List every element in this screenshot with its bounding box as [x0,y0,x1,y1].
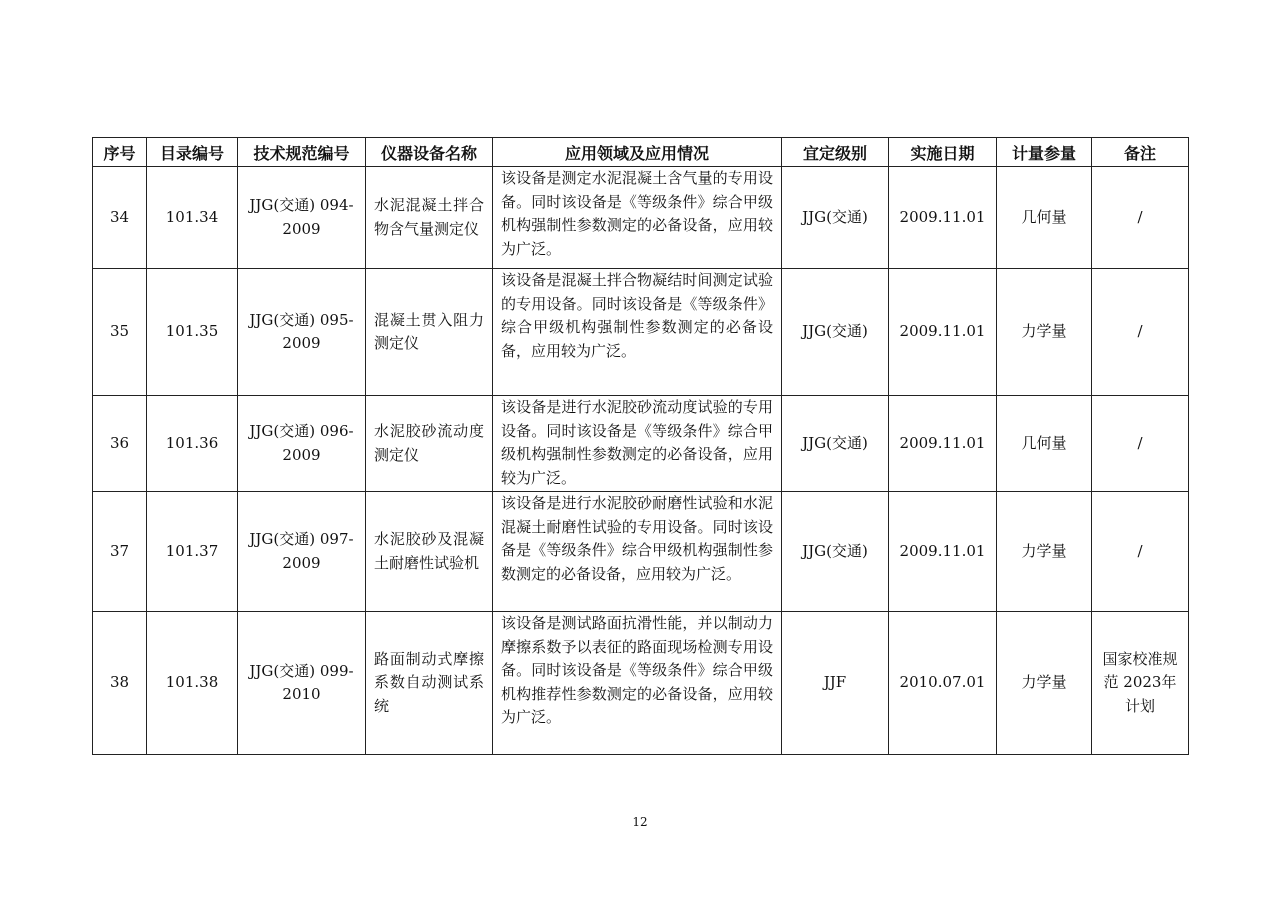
cell-spec: JJG(交通) 099-2010 [238,612,366,755]
cell-date: 2009.11.01 [889,492,997,612]
table-row [93,612,1189,755]
cell-note: / [1092,167,1189,269]
cell-seq: 34 [93,167,147,269]
cell-catalog: 101.35 [147,269,238,396]
cell-date: 2009.11.01 [889,396,997,492]
cell-note: / [1092,396,1189,492]
col-header-note: 备注 [1092,138,1189,167]
cell-spec: JJG(交通) 095-2009 [238,269,366,396]
cell-name: 混凝土贯入阻力测定仪 [366,269,493,396]
cell-level: JJG(交通) [782,396,889,492]
col-header-catalog: 目录编号 [147,138,238,167]
cell-seq: 35 [93,269,147,396]
col-header-name: 仪器设备名称 [366,138,493,167]
col-header-application: 应用领域及应用情况 [493,138,782,167]
cell-seq: 38 [93,612,147,755]
col-header-param: 计量参量 [997,138,1092,167]
cell-application: 该设备是进行水泥胶砂耐磨性试验和水泥混凝土耐磨性试验的专用设备。同时该设备是《等级条件》综合甲级机构强制性参数测定的必备设备，应用较为广泛。 [493,492,782,612]
cell-param: 几何量 [997,396,1092,492]
cell-level: JJG(交通) [782,167,889,269]
cell-seq: 37 [93,492,147,612]
cell-param: 几何量 [997,167,1092,269]
cell-param: 力学量 [997,612,1092,755]
col-header-date: 实施日期 [889,138,997,167]
page-number: 12 [632,815,648,829]
cell-param: 力学量 [997,492,1092,612]
table-row [93,492,1189,612]
equipment-table [92,137,1189,755]
cell-catalog: 101.34 [147,167,238,269]
table-row [93,396,1189,492]
cell-application: 该设备是进行水泥胶砂流动度试验的专用设备。同时该设备是《等级条件》综合甲级机构强制性参数测定的必备设备，应用较为广泛。 [493,396,782,492]
cell-catalog: 101.37 [147,492,238,612]
table-row [93,167,1189,269]
cell-spec: JJG(交通) 097-2009 [238,492,366,612]
col-header-level: 宜定级别 [782,138,889,167]
cell-catalog: 101.36 [147,396,238,492]
cell-level: JJF [782,612,889,755]
cell-date: 2010.07.01 [889,612,997,755]
col-header-spec: 技术规范编号 [238,138,366,167]
cell-seq: 36 [93,396,147,492]
cell-name: 水泥胶砂流动度测定仪 [366,396,493,492]
cell-spec: JJG(交通) 094-2009 [238,167,366,269]
cell-param: 力学量 [997,269,1092,396]
cell-date: 2009.11.01 [889,269,997,396]
cell-level: JJG(交通) [782,492,889,612]
col-header-seq: 序号 [93,138,147,167]
cell-note: 国家校准规范 2023年计划 [1092,612,1189,755]
cell-name: 路面制动式摩擦系数自动测试系统 [366,612,493,755]
cell-level: JJG(交通) [782,269,889,396]
cell-name: 水泥胶砂及混凝土耐磨性试验机 [366,492,493,612]
cell-name: 水泥混凝土拌合物含气量测定仪 [366,167,493,269]
cell-note: / [1092,269,1189,396]
cell-application: 该设备是混凝土拌合物凝结时间测定试验的专用设备。同时该设备是《等级条件》综合甲级机构强制性参数测定的必备设备，应用较为广泛。 [493,269,782,396]
cell-application: 该设备是测试路面抗滑性能，并以制动力摩擦系数予以表征的路面现场检测专用设备。同时该设备是《等级条件》综合甲级机构推荐性参数测定的必备设备，应用较为广泛。 [493,612,782,755]
cell-date: 2009.11.01 [889,167,997,269]
cell-catalog: 101.38 [147,612,238,755]
header-row [93,138,1189,167]
cell-application: 该设备是测定水泥混凝土含气量的专用设备。同时该设备是《等级条件》综合甲级机构强制性参数测定的必备设备，应用较为广泛。 [493,167,782,269]
cell-note: / [1092,492,1189,612]
table-row [93,269,1189,396]
cell-spec: JJG(交通) 096-2009 [238,396,366,492]
table-header [93,138,1189,167]
